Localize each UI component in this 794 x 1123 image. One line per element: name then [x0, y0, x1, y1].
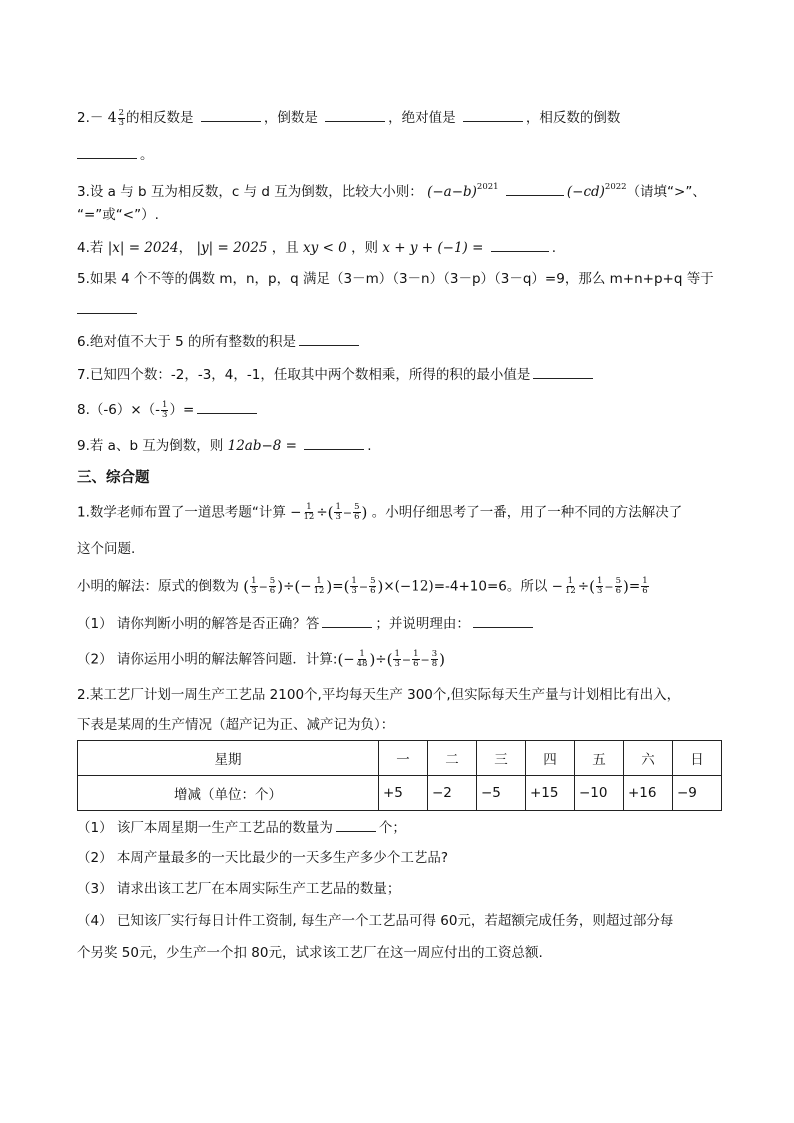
answer-blank[interactable] [325, 108, 385, 122]
answer-blank[interactable] [304, 436, 364, 450]
table-row [78, 776, 722, 811]
question-8: 8.（-6）×（- $\frac{1}{3}$ ）= [77, 400, 260, 420]
comprehensive-1-solution: 小明的解法：原式的倒数为 ( $\frac{1}{3}$ − $\frac{5}{6}$ )÷(− $\frac{1}{12}$ )=( $\frac{1}{3}$ − $\frac{5}{6}$ )×(−12)=-4+10=6。所以 − $\frac{1}{12}$ ÷( $\frac{1}{3}$ − $\frac{5}{6}$ )= $\frac{1}{6}$ [77, 576, 648, 596]
comprehensive-1-part2: （2） 请你运用小明的解法解答问题．计算:(− $\frac{1}{48}$ )÷( $\frac{1}{3}$ − $\frac{1}{6}$ − $\frac{3}{8}$ ) [77, 649, 446, 669]
answer-blank[interactable] [473, 614, 533, 628]
question-3: 3.设 a 与 b 互为相反数，c 与 d 互为倒数，比较大小则： $(-a-b)^{2021}$ $(-cd)^{2022}$（请填“>”、 [77, 182, 706, 200]
q2-fraction: $\frac{2}{3}$ [118, 107, 125, 128]
answer-blank[interactable] [197, 400, 257, 414]
table-header-day: 一 [379, 741, 428, 776]
table-header-day: 五 [575, 741, 624, 776]
answer-blank[interactable] [322, 614, 372, 628]
table-cell: −9 [673, 776, 722, 811]
answer-blank[interactable] [77, 300, 137, 314]
comprehensive-2: 2.某工艺厂计划一周生产工艺品 2100个,平均每天生产 300个,但实际每天生产量与计划相比有出入， [77, 687, 681, 703]
comprehensive-1: 1.数学老师布置了一道思考题“计算 − $\frac{1}{12}$ ÷( $\frac{1}{3}$ − $\frac{5}{6}$ ) 。小明仔细思考了一番，用了一种不同的方法解决了 [77, 502, 683, 522]
answer-blank[interactable] [463, 108, 523, 122]
answer-blank[interactable] [77, 145, 137, 159]
answer-blank[interactable] [201, 108, 261, 122]
table-header-row [78, 741, 722, 776]
table-header-day: 二 [428, 741, 477, 776]
answer-blank[interactable] [299, 332, 359, 346]
question-9: 9.若 a、b 互为倒数，则 12ab−8 = . [77, 438, 372, 454]
comprehensive-2-part4: （4） 已知该厂实行每日计件工资制, 每生产一个工艺品可得 60元，若超额完成任务，则超过部分每 [77, 913, 674, 929]
q2-mixed-whole: 4 [107, 110, 117, 126]
table-header-day: 四 [526, 741, 575, 776]
table-cell: −2 [428, 776, 477, 811]
question-3-cont: “=”或“<”）. [77, 207, 159, 223]
answer-blank[interactable] [506, 182, 564, 196]
question-7: 7.已知四个数：-2，-3，4，-1，任取其中两个数相乘，所得的积的最小值是 [77, 365, 596, 384]
table-header-label: 星期 [78, 741, 379, 776]
table-cell: +5 [379, 776, 428, 811]
comprehensive-2-part2: （2） 本周产量最多的一天比最少的一天多生产多少个工艺品? [77, 850, 449, 866]
comprehensive-2-cont: 下表是某周的生产情况（超产记为正、减产记为负）： [77, 717, 395, 733]
question-5-cont [77, 300, 140, 319]
section-heading: 三、综合题 [77, 470, 150, 486]
answer-blank[interactable] [336, 818, 376, 832]
table-header-day: 六 [624, 741, 673, 776]
comprehensive-1-part1: （1） 请你判断小明的解答是否正确？答 ；并说明理由： [77, 614, 536, 633]
table-row-label: 增减（单位：个） [78, 776, 379, 811]
table-header-day: 日 [673, 741, 722, 776]
table-cell: +16 [624, 776, 673, 811]
comprehensive-2-part1: （1） 该厂本周星期一生产工艺品的数量为 个； [77, 820, 406, 836]
comprehensive-2-part3: （3） 请求出该工艺厂在本周实际生产工艺品的数量； [77, 881, 401, 897]
table-cell: +15 [526, 776, 575, 811]
q8-fraction: $\frac{1}{3}$ [162, 399, 168, 420]
production-table [77, 740, 722, 811]
q2-prefix: 2.－ [77, 110, 104, 126]
question-6: 6.绝对值不大于 5 的所有整数的积是 [77, 332, 362, 351]
question-2: 2.－ 4 $\frac{2}{3}$ 的相反数是 ，倒数是 ，绝对值是 ，相反数的倒数 [77, 107, 621, 128]
table-cell: −10 [575, 776, 624, 811]
table-cell: −5 [477, 776, 526, 811]
comprehensive-2-part4-cont: 个另奖 50元，少生产一个扣 80元，试求该工艺厂在这一周应付出的工资总额. [77, 945, 543, 961]
q3-expression-left: (−a−b) [427, 184, 477, 200]
question-4: 4.若 |x| = 2024， |y| = 2025 ，且 xy < 0 ，则 x + y + (−1) = . [77, 240, 557, 256]
q3-expression-right: (−cd) [566, 184, 605, 200]
answer-blank[interactable] [491, 238, 549, 252]
question-5: 5.如果 4 个不等的偶数 m，n，p，q 满足（3－m）（3－n）（3－p）（3－q）=9，那么 m+n+p+q 等于 [77, 271, 714, 287]
answer-blank[interactable] [533, 365, 593, 379]
table-header-day: 三 [477, 741, 526, 776]
comprehensive-1-cont: 这个问题. [77, 541, 136, 557]
question-2-cont: 。 [77, 145, 154, 164]
